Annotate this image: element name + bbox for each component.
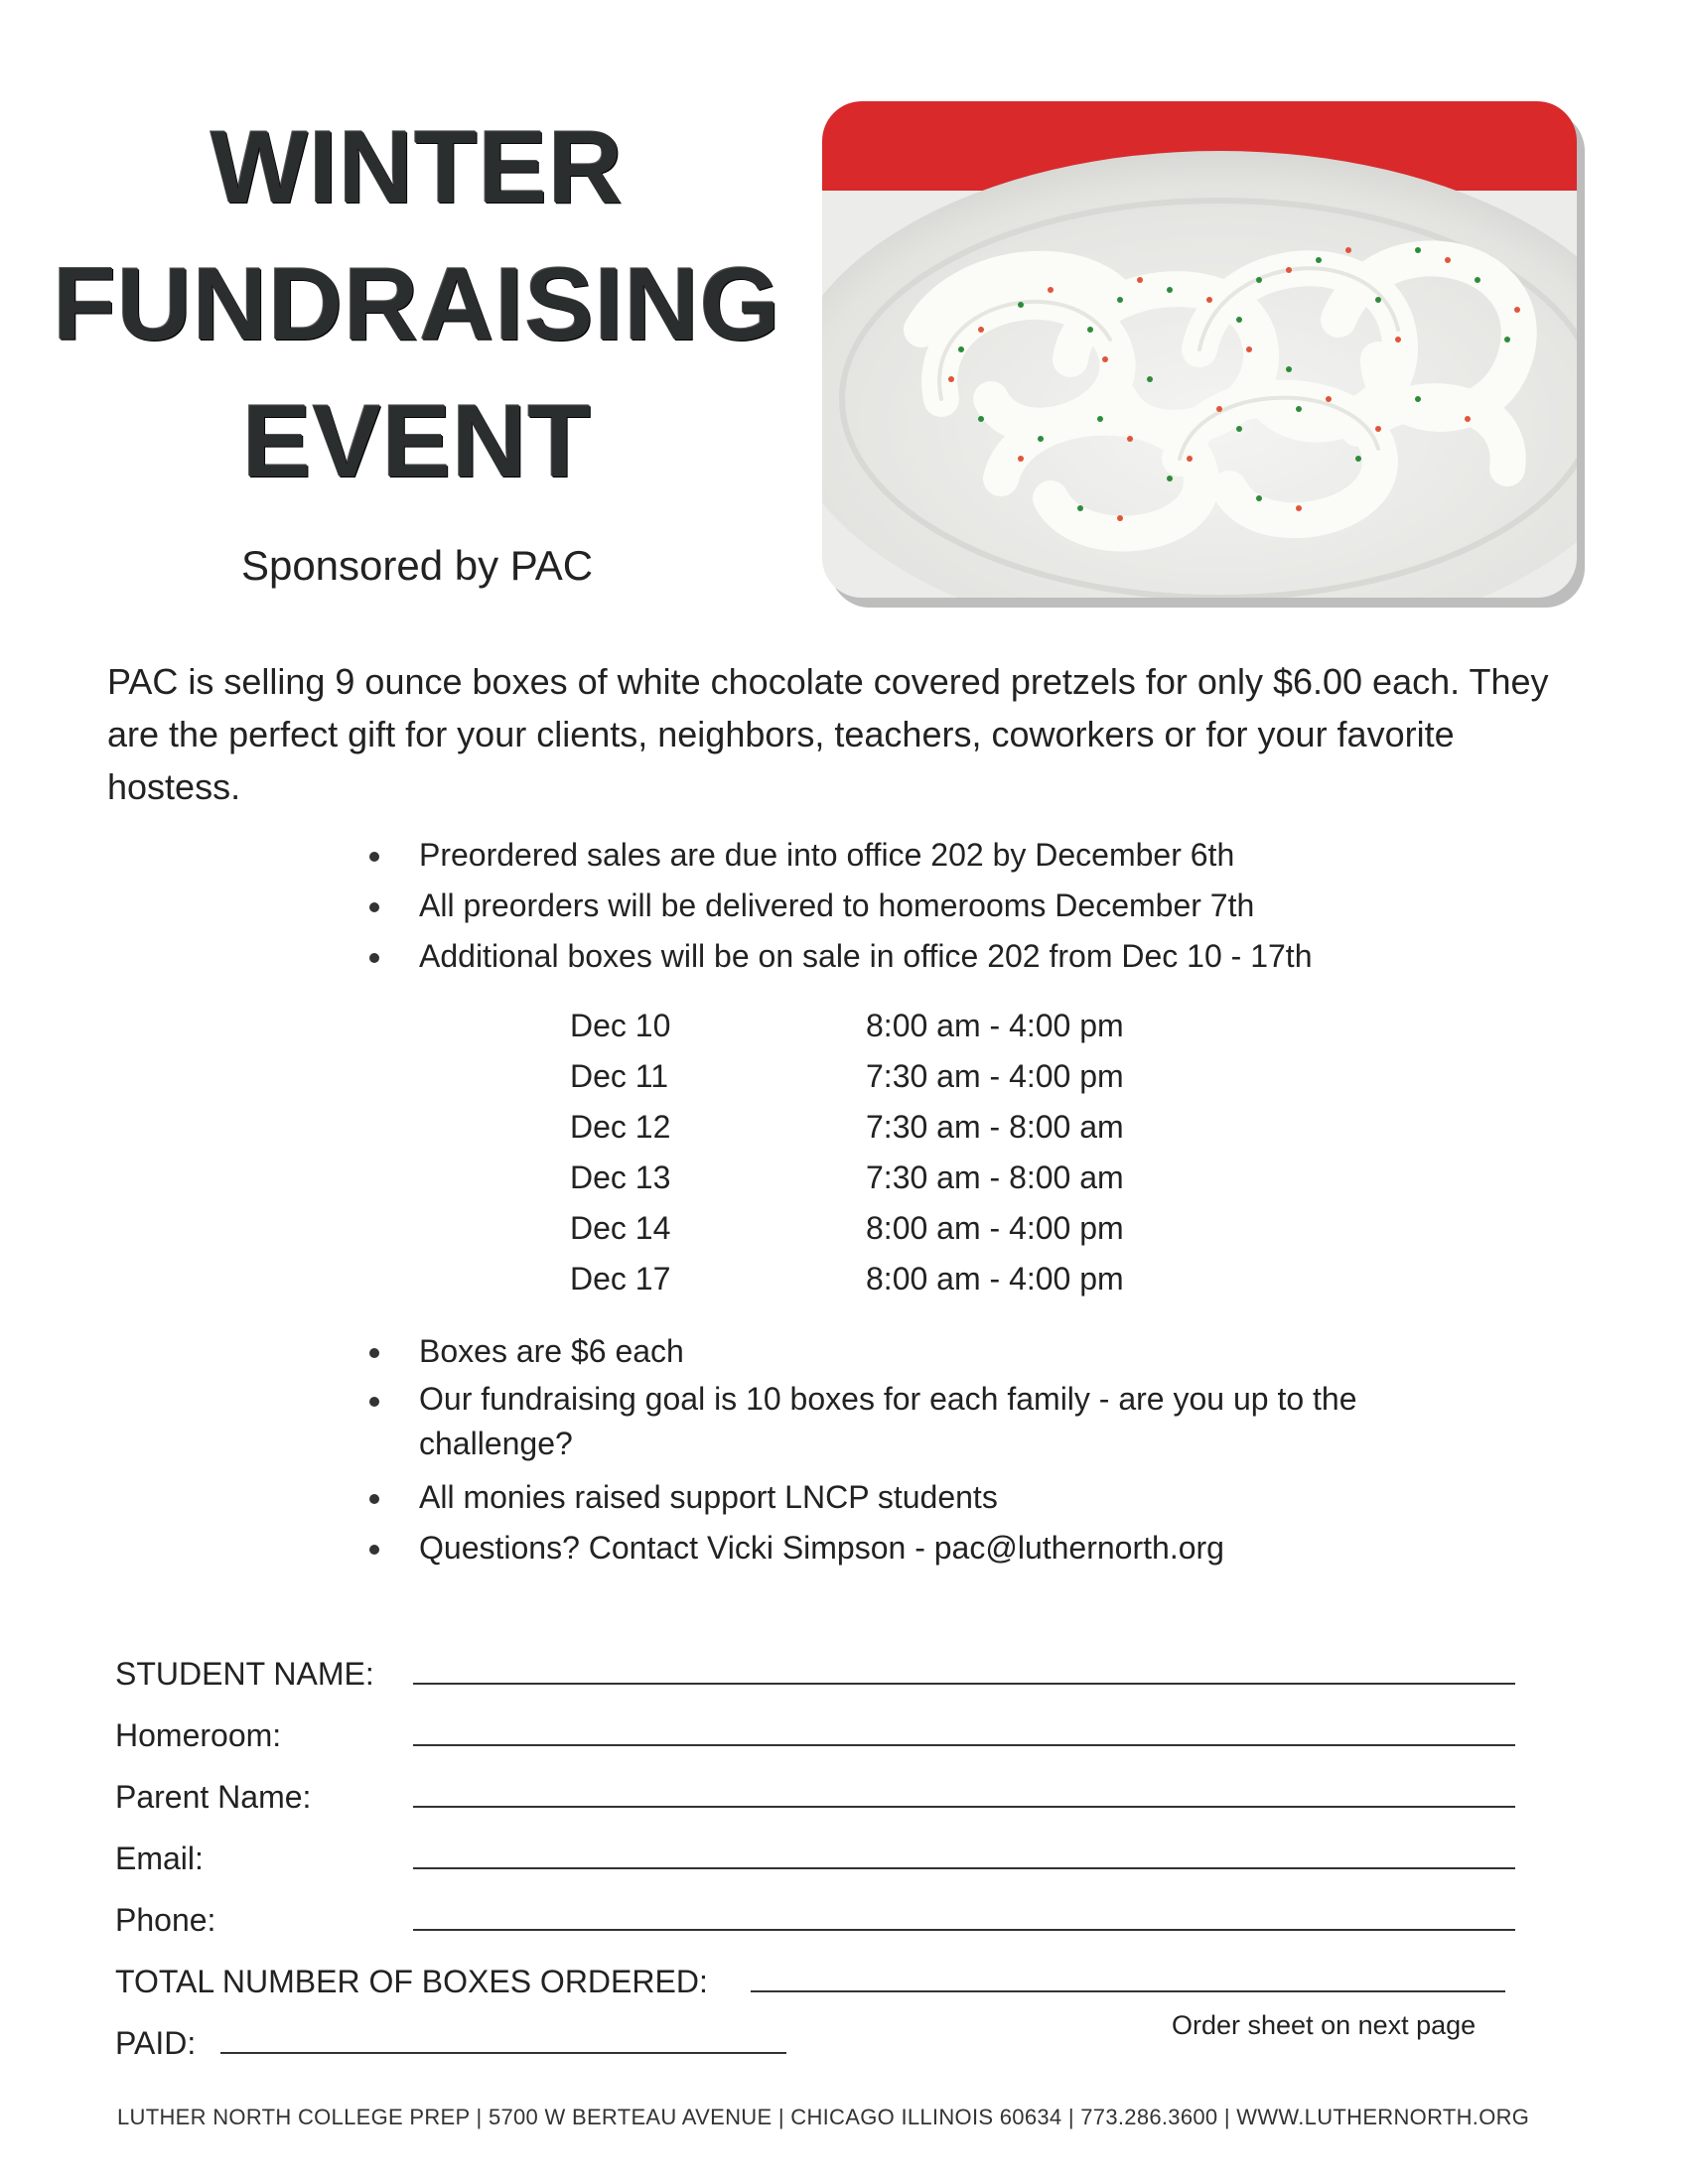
schedule-day: Dec 10 xyxy=(570,1008,671,1043)
schedule-day: Dec 14 xyxy=(570,1210,671,1246)
bullet-icon xyxy=(369,1545,379,1555)
bullet-icon xyxy=(369,1397,379,1407)
phone-row xyxy=(115,1877,1525,1939)
schedule-hours: 7:30 am - 8:00 am xyxy=(866,1109,1124,1145)
title-line-2: FUNDRAISING xyxy=(53,247,781,362)
schedule-hours: 7:30 am - 4:00 pm xyxy=(866,1058,1124,1094)
schedule-hours: 8:00 am - 4:00 pm xyxy=(866,1210,1124,1246)
email-field[interactable] xyxy=(413,1867,1515,1869)
schedule-hours: 7:30 am - 8:00 am xyxy=(866,1160,1124,1195)
parent-name-row xyxy=(115,1754,1525,1816)
list-item: All preorders will be delivered to homerooms December 7th xyxy=(367,881,1460,931)
list-item xyxy=(367,1523,1460,1573)
footer-address: LUTHER NORTH COLLEGE PREP | 5700 W BERTEAU AVENUE | CHICAGO ILLINOIS 60634 | 773.286.3600 | WWW.LUTHERNORTH.ORG xyxy=(117,2105,1530,2129)
bullet-icon xyxy=(369,852,379,862)
parent-name-label: Parent Name: xyxy=(115,1779,312,1815)
student-name-row xyxy=(115,1631,1525,1693)
title-line-3: EVENT xyxy=(242,384,592,499)
bullet-icon xyxy=(369,1348,379,1358)
bullet-icon xyxy=(369,953,379,963)
pretzel-photo xyxy=(822,101,1587,608)
email-row xyxy=(115,1816,1525,1877)
email-label: Email: xyxy=(115,1841,204,1876)
list-item: Additional boxes will be on sale in office 202 from Dec 10 - 17th xyxy=(367,931,1460,982)
homeroom-row xyxy=(115,1693,1525,1754)
paid-label: PAID: xyxy=(115,2025,197,2061)
title-block xyxy=(50,99,784,590)
bullet-list-bottom xyxy=(367,1326,1460,1573)
schedule-row xyxy=(570,1203,1124,1254)
schedule-row xyxy=(570,1001,1124,1051)
schedule-row xyxy=(570,1051,1124,1102)
phone-field[interactable] xyxy=(413,1929,1515,1931)
order-form xyxy=(115,1631,1525,2062)
schedule-row xyxy=(570,1153,1124,1203)
schedule-hours: 8:00 am - 4:00 pm xyxy=(866,1261,1124,1297)
list-item: Our fundraising goal is 10 boxes for each family - are you up to the challenge? xyxy=(367,1377,1440,1466)
contact-text: Questions? Contact Vicki Simpson - pac@luthernorth.org xyxy=(419,1530,1224,1566)
total-boxes-row xyxy=(115,1939,1525,2000)
schedule-day: Dec 11 xyxy=(570,1058,669,1094)
list-item: All monies raised support LNCP students xyxy=(367,1472,1460,1523)
intro-paragraph: PAC is selling 9 ounce boxes of white chocolate covered pretzels for only $6.00 each. They are the perfect gift for your clients, neighbors, teachers, coworkers or for your favorite hostess. xyxy=(107,661,1549,807)
sponsor-subtitle: Sponsored by PAC xyxy=(240,542,594,589)
schedule-day: Dec 12 xyxy=(570,1109,671,1145)
student-name-label: STUDENT NAME: xyxy=(115,1656,374,1692)
bullet-list-top xyxy=(367,830,1460,982)
schedule-row xyxy=(570,1102,1124,1153)
title-line-1: WINTER xyxy=(210,110,625,225)
phone-label: Phone: xyxy=(115,1902,216,1938)
homeroom-label: Homeroom: xyxy=(115,1717,282,1753)
bullet-icon xyxy=(369,902,379,912)
sale-schedule xyxy=(570,1001,1124,1304)
schedule-row xyxy=(570,1254,1124,1304)
parent-name-field[interactable] xyxy=(413,1806,1515,1808)
order-sheet-note: Order sheet on next page xyxy=(1172,2010,1477,2040)
schedule-hours: 8:00 am - 4:00 pm xyxy=(866,1008,1124,1043)
list-item: Boxes are $6 each xyxy=(367,1326,1460,1377)
bullet-icon xyxy=(369,1494,379,1504)
total-boxes-field[interactable] xyxy=(751,1990,1505,1992)
schedule-day: Dec 17 xyxy=(570,1261,671,1297)
paid-field[interactable] xyxy=(220,2052,786,2054)
homeroom-field[interactable] xyxy=(413,1744,1515,1746)
total-boxes-label: TOTAL NUMBER OF BOXES ORDERED: xyxy=(115,1964,708,1999)
list-item: Preordered sales are due into office 202 by December 6th xyxy=(367,830,1460,881)
student-name-field[interactable] xyxy=(413,1683,1515,1685)
schedule-day: Dec 13 xyxy=(570,1160,671,1195)
